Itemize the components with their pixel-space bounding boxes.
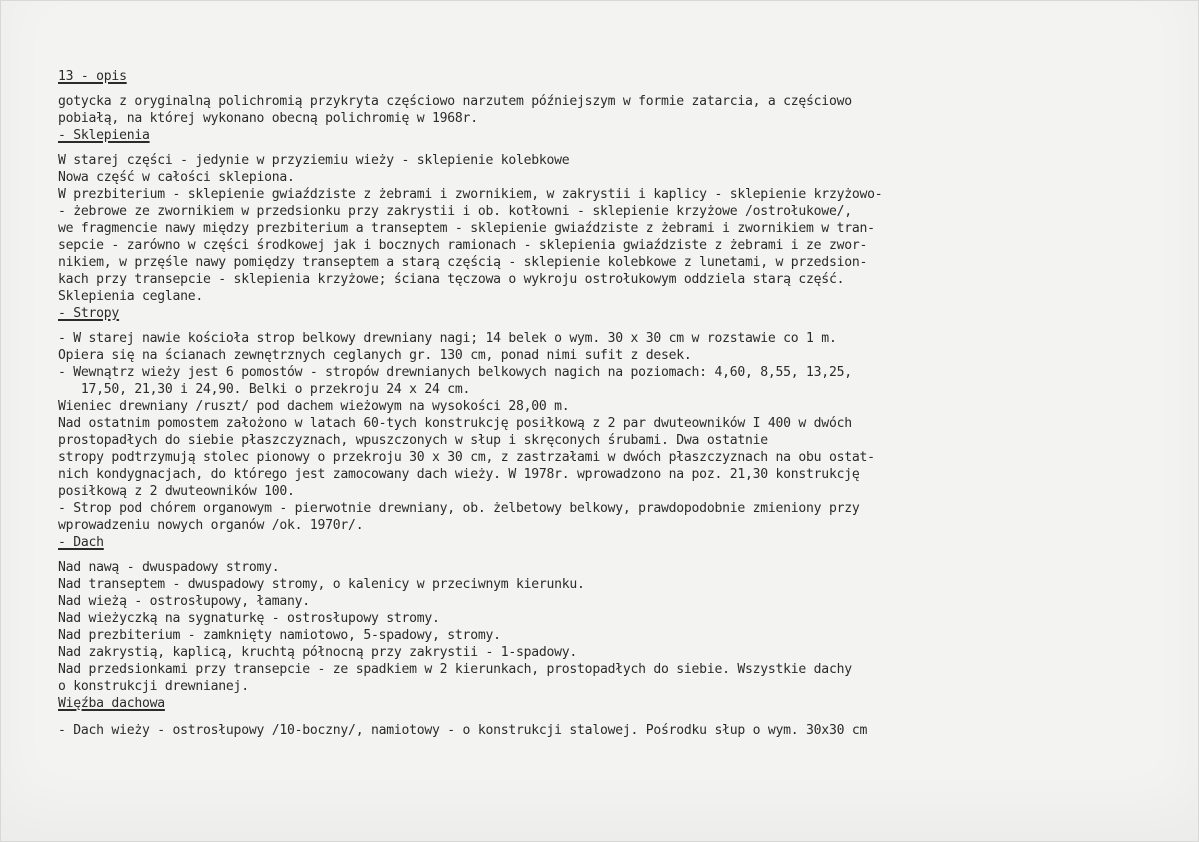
section-wiezba xyxy=(58,695,1178,739)
section-dach xyxy=(58,534,1178,695)
text-line: sepcie - zarówno w części środkowej jak i bocznych ramionach - sklepienia gwiaździste z żebrami i ze zwor- xyxy=(58,238,868,253)
text-line: W prezbiterium - sklepienie gwiaździste z żebrami i zwornikiem, w zakrystii i kaplicy - sklepienie krzyżowo- xyxy=(58,187,883,202)
section-heading: - Dach xyxy=(58,535,104,550)
text-line: - żebrowe ze zwornikiem w przedsionku przy zakrystii i ob. kotłowni - sklepienie krzyżowe /ostrołukowe/, xyxy=(58,204,852,219)
text-line: Nad przedsionkami przy transepcie - ze spadkiem w 2 kierunkach, prostopadłych do siebie. Wszystkie dachy xyxy=(58,662,852,677)
page-heading: 13 - opis xyxy=(58,69,127,84)
text-line: Wieniec drewniany /ruszt/ pod dachem wieżowym na wysokości 28,00 m. xyxy=(58,399,570,414)
text-line: Nad ostatnim pomostem założono w latach 60-tych konstrukcję posiłkową z 2 par dwuteowników I 400 w dwóch xyxy=(58,416,852,431)
text-line: we fragmencie nawy między prezbiterium a transeptem - sklepienie gwiaździste z żebrami i zwornikiem w tran- xyxy=(58,221,875,236)
text-line: - Wewnątrz wieży jest 6 pomostów - stropów drewnianych belkowych nagich na poziomach: 4,60, 8,55, 13,25, xyxy=(58,365,852,380)
text-line: prostopadłych do siebie płaszczyznach, wpuszczonych w słup i skręconych śrubami. Dwa ostatnie xyxy=(58,433,768,448)
text-line: Sklepienia ceglane. xyxy=(58,289,204,304)
text-line: Nad nawą - dwuspadowy stromy. xyxy=(58,560,280,575)
text-line: W starej części - jedynie w przyziemiu wieży - sklepienie kolebkowe xyxy=(58,153,570,168)
text-line: Nad wieżyczką na sygnaturkę - ostrosłupowy stromy. xyxy=(58,611,440,626)
text-line: wprowadzeniu nowych organów /ok. 1970r/. xyxy=(58,518,364,533)
section-stropy xyxy=(58,305,1178,534)
text-line: Nad wieżą - ostrosłupowy, łamany. xyxy=(58,594,310,609)
section-heading: Więźba dachowa xyxy=(58,696,165,711)
section-sklepienia xyxy=(58,127,1178,305)
document-body xyxy=(58,68,1178,739)
text-line: Opiera się na ścianach zewnętrznych ceglanych gr. 130 cm, ponad nimi sufit z desek. xyxy=(58,348,692,363)
text-line: nikiem, w przęśle nawy pomiędzy transeptem a starą częścią - sklepienie kolebkowe z lunetami, w przedsion- xyxy=(58,255,868,270)
text-line: Nad prezbiterium - zamknięty namiotowo, 5-spadowy, stromy. xyxy=(58,628,501,643)
text-line: stropy podtrzymują stolec pionowy o przekroju 30 x 30 cm, z zastrzałami w dwóch płaszczyznach na obu ostat- xyxy=(58,450,875,465)
text-line: kach przy transepcie - sklepienia krzyżowe; ściana tęczowa o wykroju ostrołukowym oddziela starą część. xyxy=(58,272,845,287)
text-line: nich kondygnacjach, do którego jest zamocowany dach wieży. W 1978r. wprowadzono na poz. 21,30 konstrukcję xyxy=(58,467,860,482)
text-line: 17,50, 21,30 i 24,90. Belki o przekroju 24 x 24 cm. xyxy=(58,382,471,397)
text-line: Nad transeptem - dwuspadowy stromy, o kalenicy w przeciwnym kierunku. xyxy=(58,577,585,592)
text-line: gotycka z oryginalną polichromią przykryta częściowo narzutem późniejszym w formie zatarcia, a częściowo xyxy=(58,94,852,109)
text-line: Nad zakrystią, kaplicą, kruchtą północną przy zakrystii - 1-spadowy. xyxy=(58,645,578,660)
text-line: - W starej nawie kościoła strop belkowy drewniany nagi; 14 belek o wym. 30 x 30 cm w rozstawie co 1 m. xyxy=(58,331,837,346)
text-line: - Dach wieży - ostrosłupowy /10-boczny/, namiotowy - o konstrukcji stalowej. Pośrodku słup o wym. 30x30 cm xyxy=(58,723,868,738)
section-heading: - Stropy xyxy=(58,306,120,321)
text-line: posiłkową z 2 dwuteowników 100. xyxy=(58,484,295,499)
text-line: Nowa część w całości sklepiona. xyxy=(58,170,295,185)
text-line: - Strop pod chórem organowym - pierwotnie drewniany, ob. żelbetowy belkowy, prawdopodobnie zmieniony przy xyxy=(58,501,860,516)
text-line: pobiałą, na której wykonano obecną polichromię w 1968r. xyxy=(58,111,478,126)
section-heading: - Sklepienia xyxy=(58,128,150,143)
intro-paragraph xyxy=(58,93,1178,127)
text-line: o konstrukcji drewnianej. xyxy=(58,679,249,694)
